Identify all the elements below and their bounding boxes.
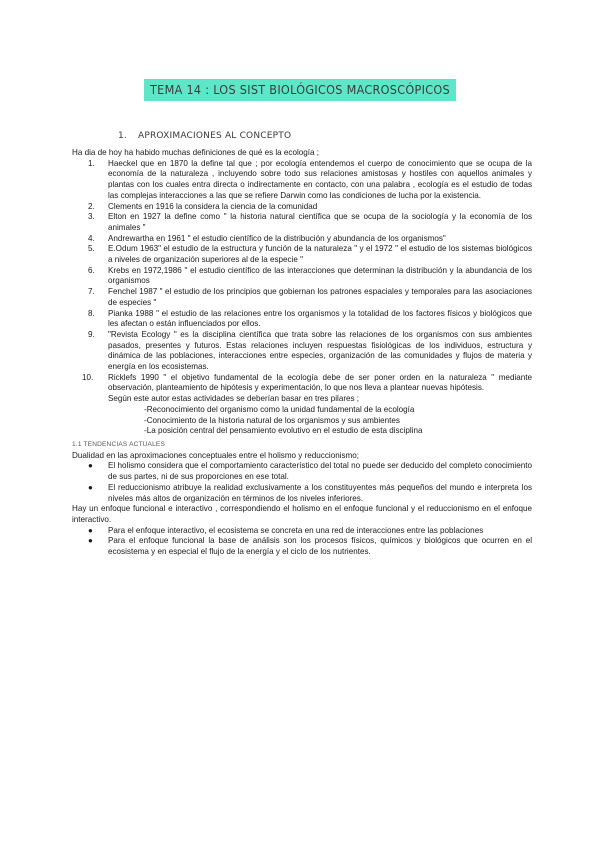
pillar-item: -La posición central del pensamiento evolutivo en el estudio de esta disciplina (144, 426, 423, 436)
list-number: 4. (88, 233, 95, 243)
main-content (72, 148, 532, 558)
section-number: 1. (118, 131, 127, 141)
page-title: TEMA 14 : LOS SIST BIOLÓGICOS MACROSCÓPICOS (144, 79, 456, 101)
section-title: APROXIMACIONES AL CONCEPTO (138, 131, 292, 141)
approaches-list (72, 526, 532, 558)
list-item-text: Ricklefs 1990 " el objetivo fundamental de la ecología debe de ser poner orden en la naturaleza " mediante observación, planteamiento de hipótesis y experimentación, lo que nos lleva a plantear nuevas hipótesis. (108, 372, 532, 393)
list-number: 8. (88, 308, 95, 318)
pillar-item: -Conocimiento de la historia natural de los organismos y sus ambientes (144, 415, 400, 425)
list-item (72, 159, 532, 202)
list-item (72, 244, 532, 265)
bullet-icon: ● (88, 461, 93, 471)
list-item-text: Para el enfoque funcional la base de análisis son los procesos físicos, químicos y biológicos que ocurren en el ecosistema y en especial el flujo de la energía y el ciclo de los nutrientes. (108, 536, 532, 557)
list-number: 6. (88, 265, 95, 275)
list-item-text: Para el enfoque interactivo, el ecosistema se concreta en una red de interacciones entre las poblaciones (108, 525, 484, 535)
list-item-text: Andrewartha en 1961 " el estudio científico de la distribución y abundancia de los organismos" (108, 233, 446, 243)
list-item-text: Pianka 1988 " el estudio de las relaciones entre los organismos y la totalidad de los factores físicos y biológicos que les afectan o están influenciados por ellos. (108, 308, 532, 329)
section-heading (118, 131, 291, 141)
list-item-text: Clements en 1916 la considera la ciencia de la comunidad (108, 201, 318, 211)
bullet-icon: ● (88, 482, 93, 492)
intro-paragraph: Ha dia de hoy ha habido muchas definiciones de qué es la ecología ; (72, 148, 320, 157)
list-item (72, 330, 532, 373)
list-item-text: Krebs en 1972,1986 " el estudio científico de las interacciones que determinan la distribución y la abundancia de los organismos (108, 265, 532, 286)
list-item-text: El reduccionismo atribuye la realidad exclusivamente a los constituyentes más pequeños del mundo e interpreta los niveles más altos de organización en términos de los niveles inferiores. (108, 482, 532, 503)
list-number: 2. (88, 201, 95, 211)
list-item (72, 536, 532, 557)
duality-intro: Dualidad en las aproximaciones conceptuales entre el holismo y reduccionismo; (72, 450, 360, 460)
list-number: 1. (88, 158, 95, 168)
list-number: 10. (82, 372, 94, 382)
list-item-text: Fenchel 1987 " el estudio de los principios que gobiernan los patrones espaciales y temporales para las asociaciones de especies " (108, 287, 532, 307)
list-item (72, 287, 532, 308)
list-item (72, 526, 532, 537)
list-item (72, 309, 532, 330)
list-item (72, 483, 532, 504)
list-item-text: "Revista Ecology " es la disciplina científica que trata sobre las relaciones de los organismos con sus ambientes pasados, presentes y futuros. Estas relaciones incluyen respuestas fisiológicas de los individuos, estructura y dinámica de las poblaciones, interacciones entre especies, organización de las comunidades y flujos de materia y energía en los ecosistemas. (108, 329, 532, 372)
list-item (72, 373, 532, 394)
list-item (72, 461, 532, 482)
list-item (72, 202, 532, 213)
list-number: 5. (88, 244, 95, 254)
pillars-intro: Según este autor estas actividades se deberían basar en tres pilares ; (108, 394, 360, 404)
list-item-text: E.Odum 1963" el estudio de la estructura y función de la naturaleza " y el 1972 " el estudio de los sistemas biológicos a niveles de organización superiores al de la especie " (108, 244, 532, 265)
list-item-text: Elton en 1927 la define como " la historia natural científica que se ocupa de la sociología y la economía de los animales " (108, 212, 532, 232)
pillar-item: -Reconocimiento del organismo como la unidad fundamental de la ecología (144, 404, 415, 414)
list-item (72, 234, 532, 245)
list-number: 9. (88, 329, 95, 339)
definitions-list (72, 159, 532, 394)
duality-list (72, 461, 532, 504)
list-number: 7. (88, 287, 95, 297)
approach-paragraph: Hay un enfoque funcional e interactivo , correspondiendo el holismo en el enfoque funcional y el reduccionismo en el enfoque interactivo. (72, 504, 532, 524)
list-number: 3. (88, 212, 95, 222)
list-item-text: El holismo considera que el comportamiento característico del total no puede ser deducido del completo conocimiento de sus partes, ni de sus proporciones en ese total. (108, 461, 532, 482)
bullet-icon: ● (88, 536, 93, 546)
subsection-heading: 1.1 TENDENCIAS ACTUALES (72, 440, 165, 448)
list-item-text: Haeckel que en 1870 la define tal que ; por ecología entendemos el cuerpo de conocimiento que se ocupa de la economía de la naturaleza , incluyendo sobre todo sus relaciones amistosas y hostiles con aquellos animales y plantas con los cuales entra directa o indirectamente en contacto, con una palabra , ecología es el estudio de todas las complejas interacciones a las que se refiere Darwin como las condiciones de lucha por la existencia. (108, 158, 532, 200)
list-item (72, 212, 532, 233)
list-item (72, 266, 532, 287)
title-wrapper (0, 79, 600, 101)
bullet-icon: ● (88, 525, 93, 535)
